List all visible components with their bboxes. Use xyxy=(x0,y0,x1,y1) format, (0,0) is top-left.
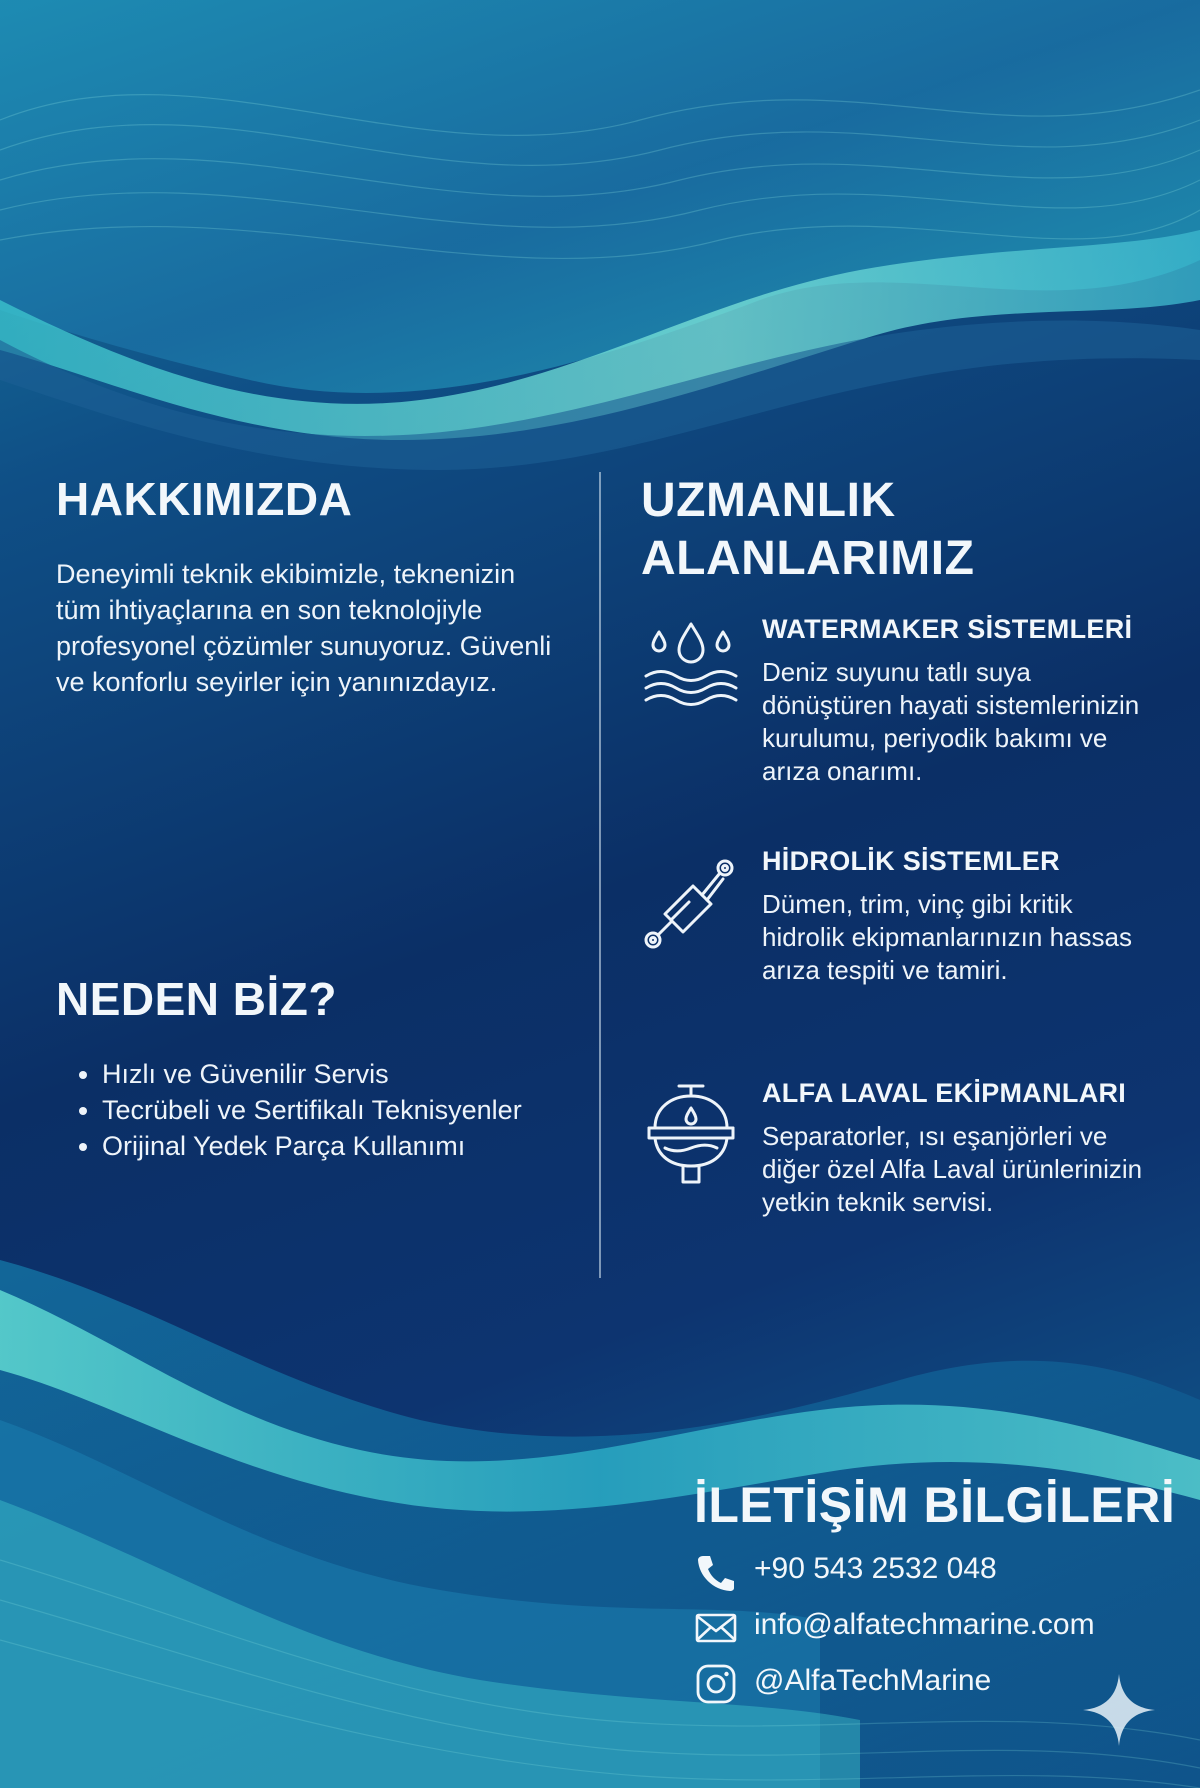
why-title: NEDEN BİZ? xyxy=(56,973,337,1025)
why-list xyxy=(76,1056,562,1164)
email-address[interactable]: info@alfatechmarine.com xyxy=(754,1608,1095,1641)
service-description: Dümen, trim, vinç gibi kritik hidrolik ekipmanlarınızın hassas arıza tespiti ve tamiri. xyxy=(762,889,1132,985)
expertise-title: UZMANLIK ALANLARIMIZ xyxy=(641,474,975,585)
column-divider xyxy=(599,472,601,1278)
envelope-icon xyxy=(694,1608,738,1648)
contact-title: İLETİŞİM BİLGİLERİ xyxy=(694,1477,1176,1533)
water-drops-waves-icon xyxy=(641,614,741,724)
service-description: Separatorler, ısı eşanjörleri ve diğer özel Alfa Laval ürünlerinizin yetkin teknik servisi. xyxy=(762,1121,1143,1217)
about-text: Deneyimli teknik ekibimizle, teknenizin tüm ihtiyaçlarına en son teknolojiyle profesyonel çözümler sunuyoruz. Güvenli ve konforlu seyirler için yanınızdayız. xyxy=(56,559,552,697)
hydraulic-cylinder-icon xyxy=(641,846,741,956)
why-item: • Tecrübeli ve Sertifikalı Teknisyenler xyxy=(102,1092,562,1128)
phone-icon xyxy=(694,1552,738,1592)
service-title: WATERMAKER SİSTEMLERİ xyxy=(762,614,1133,644)
service-title: ALFA LAVAL EKİPMANLARI xyxy=(762,1078,1127,1108)
phone-number[interactable]: +90 543 2532 048 xyxy=(754,1552,997,1585)
instagram-icon xyxy=(694,1664,738,1704)
about-title: HAKKIMIZDA xyxy=(56,473,353,525)
why-item: • Orijinal Yedek Parça Kullanımı xyxy=(102,1128,562,1164)
service-title: HİDROLİK SİSTEMLER xyxy=(762,846,1060,876)
why-item: • Hızlı ve Güvenilir Servis xyxy=(102,1056,562,1092)
separator-icon xyxy=(641,1078,741,1188)
service-description: Deniz suyunu tatlı suya dönüştüren hayati sistemlerinizin kurulumu, periyodik bakımı ve arıza onarımı. xyxy=(762,657,1140,786)
sparkle-icon xyxy=(1083,1674,1155,1746)
instagram-handle[interactable]: @AlfaTechMarine xyxy=(754,1664,992,1697)
